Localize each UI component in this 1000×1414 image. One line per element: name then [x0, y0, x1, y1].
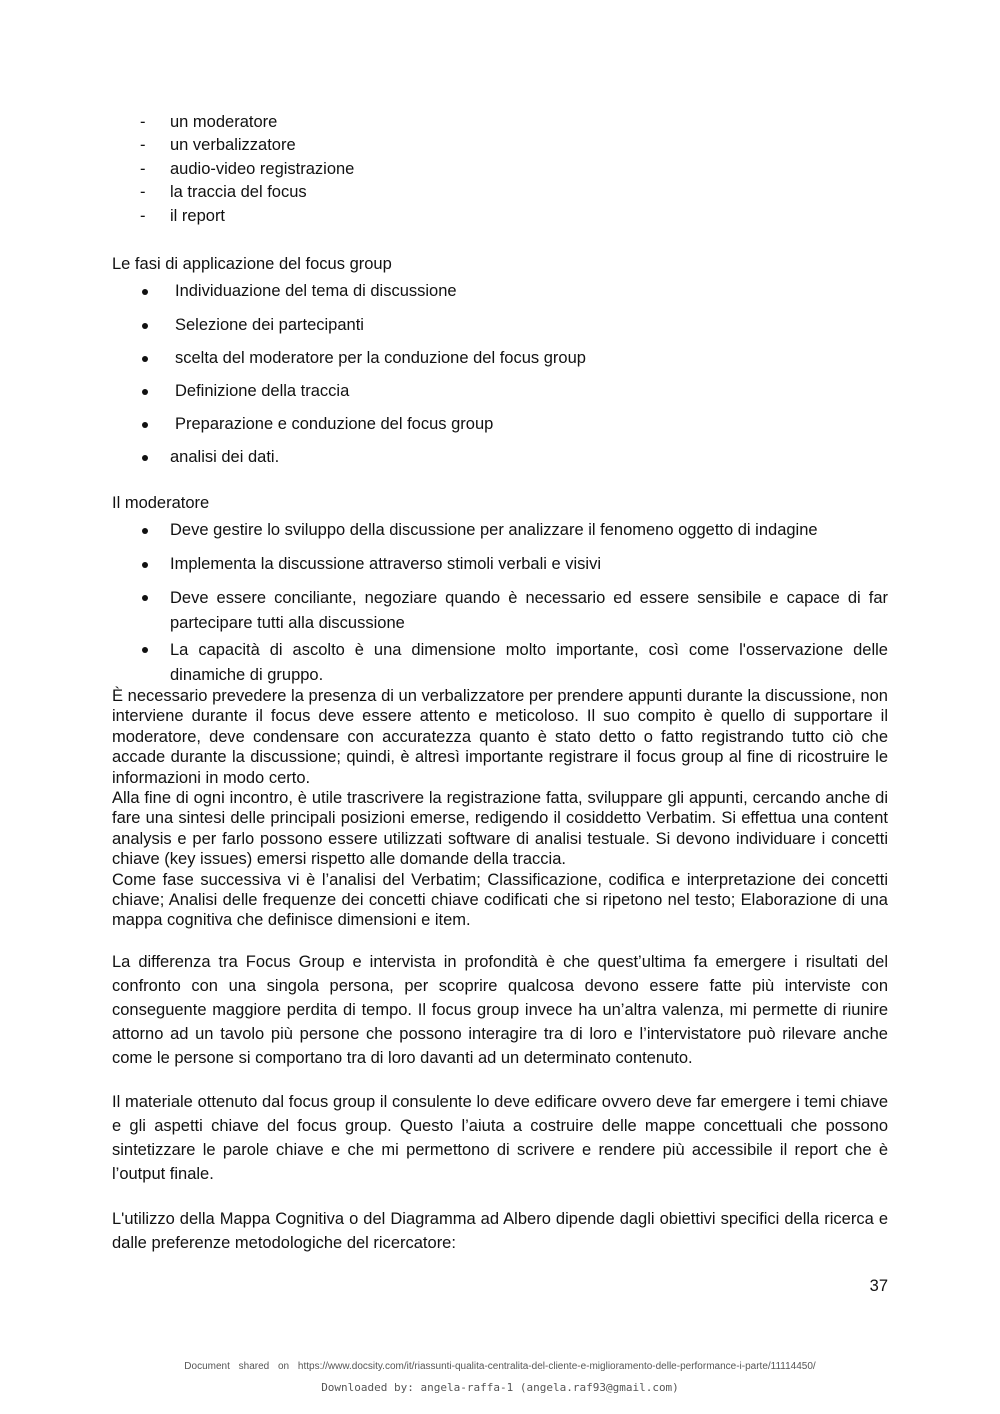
dash-marker: - [140, 136, 146, 155]
list-item: Implementa la discussione attraverso stimoli verbali e visivi [112, 553, 888, 575]
footer-downloaded-by: Downloaded by: angela-raffa-1 (angela.raf93@gmail.com) [321, 1381, 679, 1394]
paragraph: È necessario prevedere la presenza di un verbalizzatore per prendere appunti durante la discussione, non interviene durante il focus deve essere attento e meticoloso. Il suo compito è quello di supportare il moderatore, deve condensare con accuratezza quanto è stato detto o fatto registrando tutto ciò che accade durante la discussione; quindi, è altresì importante registrare il focus group al fine di ricostruire le informazioni in modo certo. [112, 687, 888, 787]
list-item: Preparazione e conduzione del focus group [112, 413, 888, 435]
dash-marker: - [140, 113, 146, 131]
dash-marker: - [140, 206, 146, 225]
bullet-icon [142, 595, 148, 601]
bullet-icon [142, 323, 148, 329]
list-item: analisi dei dati. [112, 446, 888, 468]
dash-marker: - [140, 159, 146, 178]
difference-section [112, 950, 888, 1070]
paragraph: Come fase successiva vi è l’analisi del Verbatim; Classificazione, codifica e interpretazione dei concetti chiave; Analisi delle frequenze dei concetti chiave codificati che si ripetono nel testo; Elaborazione di una mappa cognitiva che definisce dimensioni e item. [112, 870, 888, 930]
list-item: Individuazione del tema di discussione [112, 280, 888, 302]
verbatim-section [112, 686, 888, 931]
paragraph: Alla fine di ogni incontro, è utile trascrivere la registrazione fatta, sviluppare gli appunti, cercando anche di fare una sintesi delle principali posizioni emerse, redigendo il cosiddetto Verbatim. Si effettua una content analysis e per farlo possono essere utilizzati software di analisi testuale. Si devono individuare i concetti chiave (key issues) emersi rispetto alle domande della traccia. [112, 789, 888, 869]
material-section [112, 1090, 888, 1186]
list-item: La capacità di ascolto è una dimensione molto importante, così come l'osservazione delle dinamiche di gruppo. [112, 638, 888, 688]
bullet-icon [142, 356, 148, 362]
paragraph: Il materiale ottenuto dal focus group il consulente lo deve edificare ovvero deve far emergere i temi chiave e gli aspetti chiave del focus group. Questo l’aiuta a costruire delle mappe concettuali che possono sintetizzare le parole chiave e che mi permettono di scrivere e rendere più accessibile il report che è l’output finale. [112, 1093, 888, 1183]
list-item: - la traccia del focus [112, 181, 888, 204]
list-item: Deve gestire lo sviluppo della discussione per analizzare il fenomeno oggetto di indagine [112, 519, 888, 541]
bullet-icon [142, 422, 148, 428]
bullet-icon [142, 562, 148, 568]
list-item: Selezione dei partecipanti [112, 314, 888, 336]
paragraph: La differenza tra Focus Group e intervista in profondità è che quest’ultima fa emergere i risultati del confronto con una singola persona, per scoprire qualcosa devono essere fatte più interviste con conseguente maggiore perdita di tempo. Il focus group invece ha un’altra valenza, mi permette di riunire attorno ad un tavolo più persone che possono interagire tra di loro e l’intervistatore può rilevare anche come le persone si comportano tra di loro davanti ad un determinato contenuto. [112, 953, 888, 1067]
list-item: Deve essere conciliante, negoziare quando è necessario ed essere sensibile e capace di far partecipare tutti alla discussione [112, 586, 888, 636]
list-item: Definizione della traccia [112, 380, 888, 402]
phases-heading: Le fasi di applicazione del focus group [112, 255, 392, 273]
map-section [112, 1207, 888, 1255]
list-item: - audio-video registrazione [112, 158, 888, 181]
list-item: - un verbalizzatore [112, 134, 888, 157]
bullet-icon [142, 289, 148, 295]
bullet-icon [142, 455, 148, 461]
list-item: - un moderatore [112, 111, 888, 134]
paragraph: L'utilizzo della Mappa Cognitiva o del Diagramma ad Albero dipende dagli obiettivi specifici della ricerca e dalle preferenze metodologiche del ricercatore: [112, 1210, 888, 1252]
bullet-icon [142, 528, 148, 534]
bullet-icon [142, 647, 148, 653]
list-item: scelta del moderatore per la conduzione del focus group [112, 347, 888, 369]
moderator-heading: Il moderatore [112, 494, 210, 512]
bullet-icon [142, 389, 148, 395]
dash-marker: - [140, 183, 146, 202]
list-item: - il report [112, 205, 888, 228]
page-number: 37 [869, 1277, 888, 1295]
footer-shared-link[interactable]: Document shared on https://www.docsity.com/it/riassunti-qualita-centralita-del-cliente-e-miglioramento-delle-performance-i-parte/11114450/ [184, 1361, 816, 1372]
components-list [112, 111, 888, 228]
